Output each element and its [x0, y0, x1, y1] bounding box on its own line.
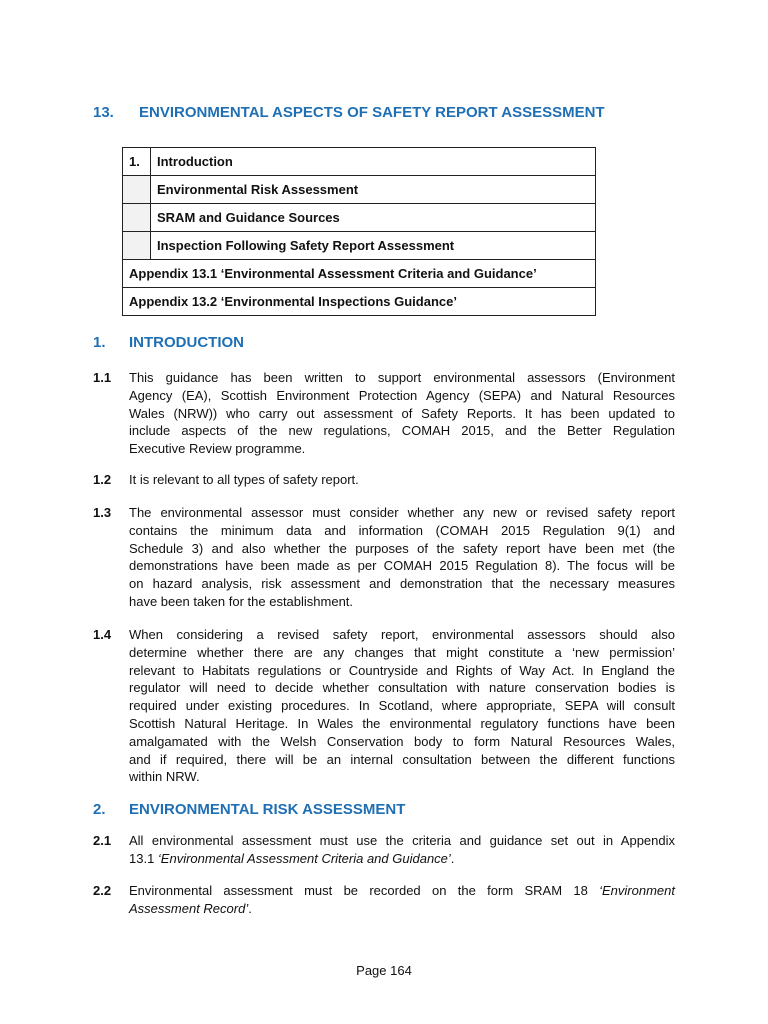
page-number: Page 164: [356, 963, 412, 978]
text-line: relevant to Habitats regulations or Countryside and Rights of Way Act. In England the: [129, 662, 675, 678]
paragraph-text: [129, 626, 675, 786]
contents-table: [122, 147, 596, 316]
text-line: include aspects of the new regulations, COMAH 2015, and the Better Regulation: [129, 423, 675, 439]
paragraph-number: 2.1: [93, 833, 112, 848]
toc-row-number: [123, 232, 151, 260]
toc-row-number: 1.: [123, 148, 151, 176]
toc-row: [123, 204, 596, 232]
paragraph-number: 1.4: [93, 627, 112, 642]
text-line: All environmental assessment must use the criteria and guidance set out in Appendix: [129, 833, 675, 848]
text-line: This guidance has been written to support environmental assessors (Environment: [129, 370, 675, 385]
text-line: Wales (NRW)) who carry out assessment of Safety Reports. It has been updated to: [129, 405, 675, 421]
risk-heading: [93, 801, 405, 818]
text-line: demonstrations have been made as per COMAH 2015 Regulation 8). The focus will be: [129, 558, 675, 574]
toc-row-label: Introduction: [151, 148, 596, 176]
text-line: determine whether there are any changes that might constitute a ‘new permission’: [129, 644, 675, 660]
text-line: regulator will need to decide whether consultation with nature conservation bodies is: [129, 680, 675, 696]
section-title: INTRODUCTION: [129, 334, 244, 351]
intro-heading: [93, 334, 244, 351]
text-line: Agency (EA), Scottish Environment Protection Agency (SEPA) and Natural Resources: [129, 387, 675, 403]
section-number: 13.: [93, 104, 114, 121]
toc-appendix-label: Appendix 13.2 ‘Environmental Inspections Guidance’: [123, 288, 596, 316]
text-line: [129, 850, 675, 868]
text-line: contains the minimum data and information (COMAH 2015 Regulation 9(1) and: [129, 522, 675, 538]
section-number: 1.: [93, 334, 106, 351]
text-line: It is relevant to all types of safety report.: [129, 472, 359, 487]
paragraph-1-2: [93, 471, 675, 489]
toc-appendix-row: [123, 288, 596, 316]
text-line: When considering a revised safety report, environmental assessors should also: [129, 627, 675, 642]
toc-row: [123, 148, 596, 176]
section-13-heading: [93, 104, 605, 121]
italic-title: ‘Environmental Assessment Criteria and Guidance’: [157, 850, 451, 866]
text-line: on hazard analysis, risk assessment and demonstration that the necessary measures: [129, 576, 675, 592]
italic-title: Assessment Record’: [129, 900, 249, 916]
text-run: .: [248, 900, 252, 916]
toc-row-number: [123, 204, 151, 232]
text-line: required under existing procedures. In Scotland, where appropriate, SEPA will consult: [129, 698, 675, 714]
paragraph-number: 1.1: [93, 370, 112, 385]
text-line: [129, 882, 675, 900]
paragraph-number: 2.2: [93, 883, 112, 898]
section-title: ENVIRONMENTAL ASPECTS OF SAFETY REPORT ASSESSMENT: [139, 104, 605, 121]
paragraph-text: [129, 471, 675, 489]
text-line: within NRW.: [129, 769, 200, 785]
paragraph-2-1: [93, 832, 675, 868]
text-line: have been taken for the establishment.: [129, 593, 354, 609]
text-line: Scottish Natural Heritage. In Wales the environmental regulatory functions have been: [129, 715, 675, 731]
paragraph-1-4: [93, 626, 675, 786]
section-number: 2.: [93, 801, 106, 818]
text-line: amalgamated with the Welsh Conservation body to form Natural Resources Wales,: [129, 733, 675, 749]
paragraph-number: 1.2: [93, 472, 112, 487]
paragraph-text: [129, 882, 675, 918]
paragraph-number: 1.3: [93, 505, 112, 520]
paragraph-text: [129, 369, 675, 458]
paragraph-text: [129, 832, 675, 868]
toc-appendix-row: [123, 260, 596, 288]
text-run: .: [450, 850, 455, 866]
text-run: Environmental assessment must be recorded on the form SRAM 18: [129, 883, 600, 898]
paragraph-2-2: [93, 882, 675, 918]
toc-row: [123, 232, 596, 260]
toc-row-number: [123, 176, 151, 204]
toc-row-label: SRAM and Guidance Sources: [151, 204, 596, 232]
italic-title: ‘Environment: [599, 883, 675, 898]
text-line: Executive Review programme.: [129, 441, 306, 457]
toc-row-label: Environmental Risk Assessment: [151, 176, 596, 204]
toc-row: [123, 176, 596, 204]
text-run: 13.1: [129, 850, 158, 866]
text-line: The environmental assessor must consider whether any new or revised safety report: [129, 505, 675, 520]
paragraph-text: [129, 504, 675, 611]
paragraph-1-1: [93, 369, 675, 458]
paragraph-1-3: [93, 504, 675, 611]
text-line: Schedule 3) and also whether the purposes of the safety report have been met (the: [129, 540, 675, 556]
text-line: [129, 900, 675, 918]
toc-row-label: Inspection Following Safety Report Assessment: [151, 232, 596, 260]
toc-appendix-label: Appendix 13.1 ‘Environmental Assessment Criteria and Guidance’: [123, 260, 596, 288]
section-title: ENVIRONMENTAL RISK ASSESSMENT: [129, 801, 406, 818]
text-line: and if required, there will be an internal consultation between the different functions: [129, 751, 675, 767]
